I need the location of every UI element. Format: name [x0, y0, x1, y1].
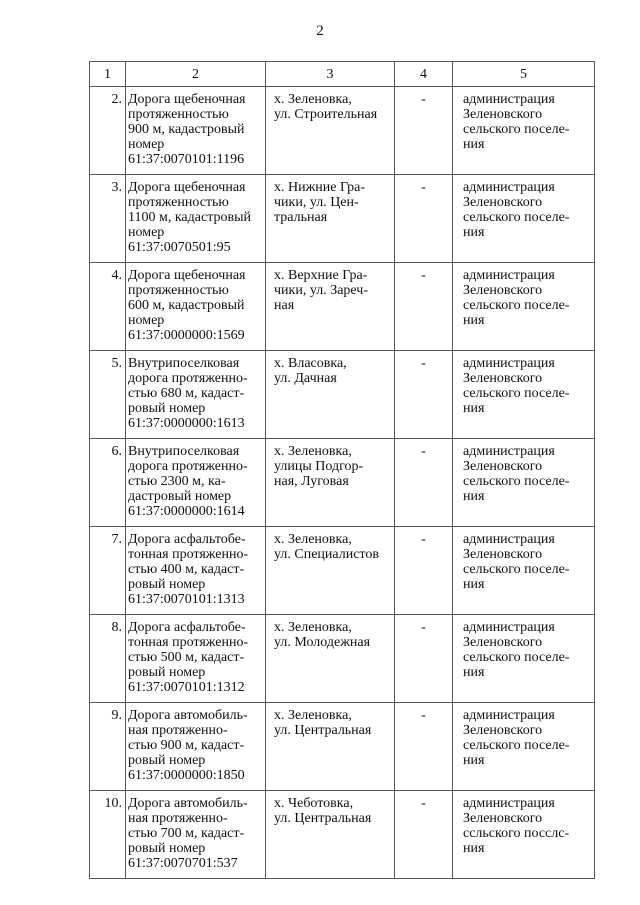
- road-name: [126, 175, 266, 263]
- road-name-line: 61:37:0070501:95: [128, 240, 231, 255]
- road-name-line: 600 м, кадастровый: [128, 298, 245, 313]
- road-location: [266, 87, 395, 175]
- road-owner-line: администрация: [463, 708, 555, 723]
- road-location-line: ул. Дачная: [274, 371, 337, 386]
- road-location-line: ул. Специалистов: [274, 547, 379, 562]
- road-owner-line: сельского поселе-: [463, 386, 570, 401]
- road-name-line: 1100 м, кадастровый: [128, 210, 251, 225]
- road-name-line: 61:37:0070701:537: [128, 856, 238, 871]
- road-location-line: ул. Центральная: [274, 723, 372, 738]
- col4-value: -: [395, 615, 453, 703]
- road-location-line: х. Зеленовка,: [274, 620, 352, 635]
- table-body: [90, 87, 595, 879]
- road-name-line: номер: [128, 225, 165, 240]
- col4-value: -: [395, 527, 453, 615]
- road-owner: [453, 703, 595, 791]
- road-owner-line: ния: [463, 313, 485, 328]
- header-col-4: 4: [395, 62, 453, 87]
- road-name-line: Дорога щебеночная: [128, 180, 246, 195]
- road-name-line: ная протяженно-: [128, 723, 228, 738]
- road-name-line: стью 500 м, кадаст-: [128, 650, 245, 665]
- road-location-line: чики, ул. Зареч-: [274, 283, 368, 298]
- road-location-line: х. Верхние Гра-: [274, 268, 368, 283]
- col4-value: -: [395, 703, 453, 791]
- row-number: 2.: [90, 87, 126, 175]
- road-location: [266, 615, 395, 703]
- road-name-line: дастровый номер: [128, 489, 232, 504]
- header-col-1: 1: [90, 62, 126, 87]
- road-name-line: 61:37:0070101:1196: [128, 152, 245, 167]
- road-name: [126, 527, 266, 615]
- road-name-line: тонная протяженно-: [128, 547, 249, 562]
- road-name-line: ровый номер: [128, 401, 206, 416]
- road-location: [266, 351, 395, 439]
- road-owner-line: сельского поселе-: [463, 210, 570, 225]
- road-owner: [453, 351, 595, 439]
- road-name-line: Дорога асфальтобе-: [128, 532, 246, 547]
- road-name-line: ная протяженно-: [128, 811, 228, 826]
- road-name: [126, 615, 266, 703]
- road-name-line: дорога протяженно-: [128, 459, 248, 474]
- road-location-line: х. Чеботовка,: [274, 796, 354, 811]
- table-row: [90, 175, 595, 263]
- table-row: [90, 791, 595, 879]
- road-name-line: протяженностью: [128, 107, 229, 122]
- road-location-line: ная: [274, 298, 295, 313]
- road-name-line: стью 400 м, кадаст-: [128, 562, 245, 577]
- road-location: [266, 175, 395, 263]
- header-col-3: 3: [266, 62, 395, 87]
- road-owner-line: ния: [463, 665, 485, 680]
- row-number: 9.: [90, 703, 126, 791]
- road-location-line: тральная: [274, 210, 328, 225]
- road-owner: [453, 791, 595, 879]
- road-owner-line: сельского поселе-: [463, 562, 570, 577]
- road-owner-line: ссльского посслс-: [463, 826, 570, 841]
- row-number: 8.: [90, 615, 126, 703]
- road-location: [266, 527, 395, 615]
- road-owner-line: ния: [463, 489, 485, 504]
- road-owner-line: Зеленовского: [463, 283, 543, 298]
- road-owner-line: ния: [463, 401, 485, 416]
- col4-value: -: [395, 175, 453, 263]
- road-owner-line: администрация: [463, 180, 555, 195]
- road-name-line: ровый номер: [128, 753, 206, 768]
- header-col-2: 2: [126, 62, 266, 87]
- road-location: [266, 263, 395, 351]
- road-owner-line: ния: [463, 753, 485, 768]
- road-name-line: стью 900 м, кадаст-: [128, 738, 245, 753]
- table-row: [90, 351, 595, 439]
- road-name-line: ровый номер: [128, 577, 206, 592]
- road-owner-line: администрация: [463, 92, 555, 107]
- table-row: [90, 439, 595, 527]
- road-owner-line: администрация: [463, 532, 555, 547]
- road-owner-line: администрация: [463, 796, 555, 811]
- road-owner-line: администрация: [463, 268, 555, 283]
- road-location-line: ул. Молодежная: [274, 635, 371, 650]
- road-owner-line: Зеленовского: [463, 107, 543, 122]
- road-name: [126, 87, 266, 175]
- road-owner: [453, 527, 595, 615]
- road-owner-line: Зеленовского: [463, 547, 543, 562]
- road-location-line: ул. Строительная: [274, 107, 378, 122]
- row-number: 3.: [90, 175, 126, 263]
- road-name-line: Внутрипоселковая: [128, 444, 240, 459]
- road-name-line: Внутрипоселковая: [128, 356, 240, 371]
- col4-value: -: [395, 351, 453, 439]
- road-location: [266, 703, 395, 791]
- road-location: [266, 791, 395, 879]
- road-owner-line: сельского поселе-: [463, 650, 570, 665]
- road-owner-line: Зеленовского: [463, 723, 543, 738]
- road-name-line: Дорога щебеночная: [128, 92, 246, 107]
- road-owner-line: администрация: [463, 444, 555, 459]
- table-row: [90, 703, 595, 791]
- road-name-line: 61:37:0000000:1850: [128, 768, 245, 783]
- row-number: 6.: [90, 439, 126, 527]
- table-row: [90, 615, 595, 703]
- road-location-line: улицы Подгор-: [274, 459, 364, 474]
- road-name-line: 900 м, кадастровый: [128, 122, 245, 137]
- road-name-line: 61:37:0070101:1312: [128, 680, 245, 695]
- road-owner-line: администрация: [463, 356, 555, 371]
- road-location-line: х. Нижние Гра-: [274, 180, 366, 195]
- road-name-line: ровый номер: [128, 665, 206, 680]
- row-number: 7.: [90, 527, 126, 615]
- road-owner-line: Зеленовского: [463, 371, 543, 386]
- road-name: [126, 791, 266, 879]
- road-owner: [453, 175, 595, 263]
- road-name-line: 61:37:0070101:1313: [128, 592, 245, 607]
- road-location-line: чики, ул. Цен-: [274, 195, 359, 210]
- road-owner-line: сельского поселе-: [463, 122, 570, 137]
- road-owner-line: ния: [463, 225, 485, 240]
- road-name: [126, 263, 266, 351]
- road-owner-line: Зеленовского: [463, 459, 543, 474]
- row-number: 10.: [90, 791, 126, 879]
- table-row: [90, 527, 595, 615]
- road-location-line: х. Зеленовка,: [274, 444, 352, 459]
- table-header-row: [90, 62, 595, 87]
- road-name-line: стью 700 м, кадаст-: [128, 826, 245, 841]
- road-owner-line: Зеленовского: [463, 635, 543, 650]
- road-name-line: Дорога щебеночная: [128, 268, 246, 283]
- road-name-line: тонная протяженно-: [128, 635, 249, 650]
- road-owner-line: ния: [463, 137, 485, 152]
- road-owner-line: администрация: [463, 620, 555, 635]
- col4-value: -: [395, 791, 453, 879]
- road-owner-line: сельского поселе-: [463, 474, 570, 489]
- table-row: [90, 87, 595, 175]
- table-row: [90, 263, 595, 351]
- road-name-line: дорога протяженно-: [128, 371, 248, 386]
- page-number: 2: [316, 23, 324, 39]
- road-name: [126, 703, 266, 791]
- road-owner-line: ния: [463, 577, 485, 592]
- road-name-line: Дорога автомобиль-: [128, 708, 248, 723]
- road-owner: [453, 615, 595, 703]
- road-name: [126, 439, 266, 527]
- road-name-line: номер: [128, 137, 165, 152]
- road-name-line: Дорога асфальтобе-: [128, 620, 246, 635]
- road-name-line: Дорога автомобиль-: [128, 796, 248, 811]
- road-owner-line: сельского поселе-: [463, 738, 570, 753]
- road-owner-line: сельского поселе-: [463, 298, 570, 313]
- road-name: [126, 351, 266, 439]
- road-name-line: номер: [128, 313, 165, 328]
- road-name-line: 61:37:0000000:1569: [128, 328, 245, 343]
- road-name-line: протяженностью: [128, 195, 229, 210]
- road-location-line: ул. Центральная: [274, 811, 372, 826]
- col4-value: -: [395, 263, 453, 351]
- road-owner: [453, 263, 595, 351]
- road-location-line: х. Власовка,: [274, 356, 347, 371]
- road-owner-line: Зеленовского: [463, 195, 543, 210]
- road-owner: [453, 87, 595, 175]
- road-name-line: протяженностью: [128, 283, 229, 298]
- row-number: 5.: [90, 351, 126, 439]
- road-name-line: стью 680 м, кадаст-: [128, 386, 245, 401]
- road-owner-line: Зеленовского: [463, 811, 543, 826]
- col4-value: -: [395, 439, 453, 527]
- road-name-line: 61:37:0000000:1613: [128, 416, 245, 431]
- road-name-line: ровый номер: [128, 841, 206, 856]
- road-location-line: х. Зеленовка,: [274, 708, 352, 723]
- row-number: 4.: [90, 263, 126, 351]
- col4-value: -: [395, 87, 453, 175]
- road-name-line: 61:37:0000000:1614: [128, 504, 245, 519]
- road-name-line: стью 2300 м, ка-: [128, 474, 226, 489]
- road-owner: [453, 439, 595, 527]
- road-location-line: ная, Луговая: [274, 474, 349, 489]
- road-location-line: х. Зеленовка,: [274, 92, 352, 107]
- road-location-line: х. Зеленовка,: [274, 532, 352, 547]
- header-col-5: 5: [453, 62, 595, 87]
- road-location: [266, 439, 395, 527]
- road-owner-line: ния: [463, 841, 485, 856]
- roads-table: [89, 61, 595, 879]
